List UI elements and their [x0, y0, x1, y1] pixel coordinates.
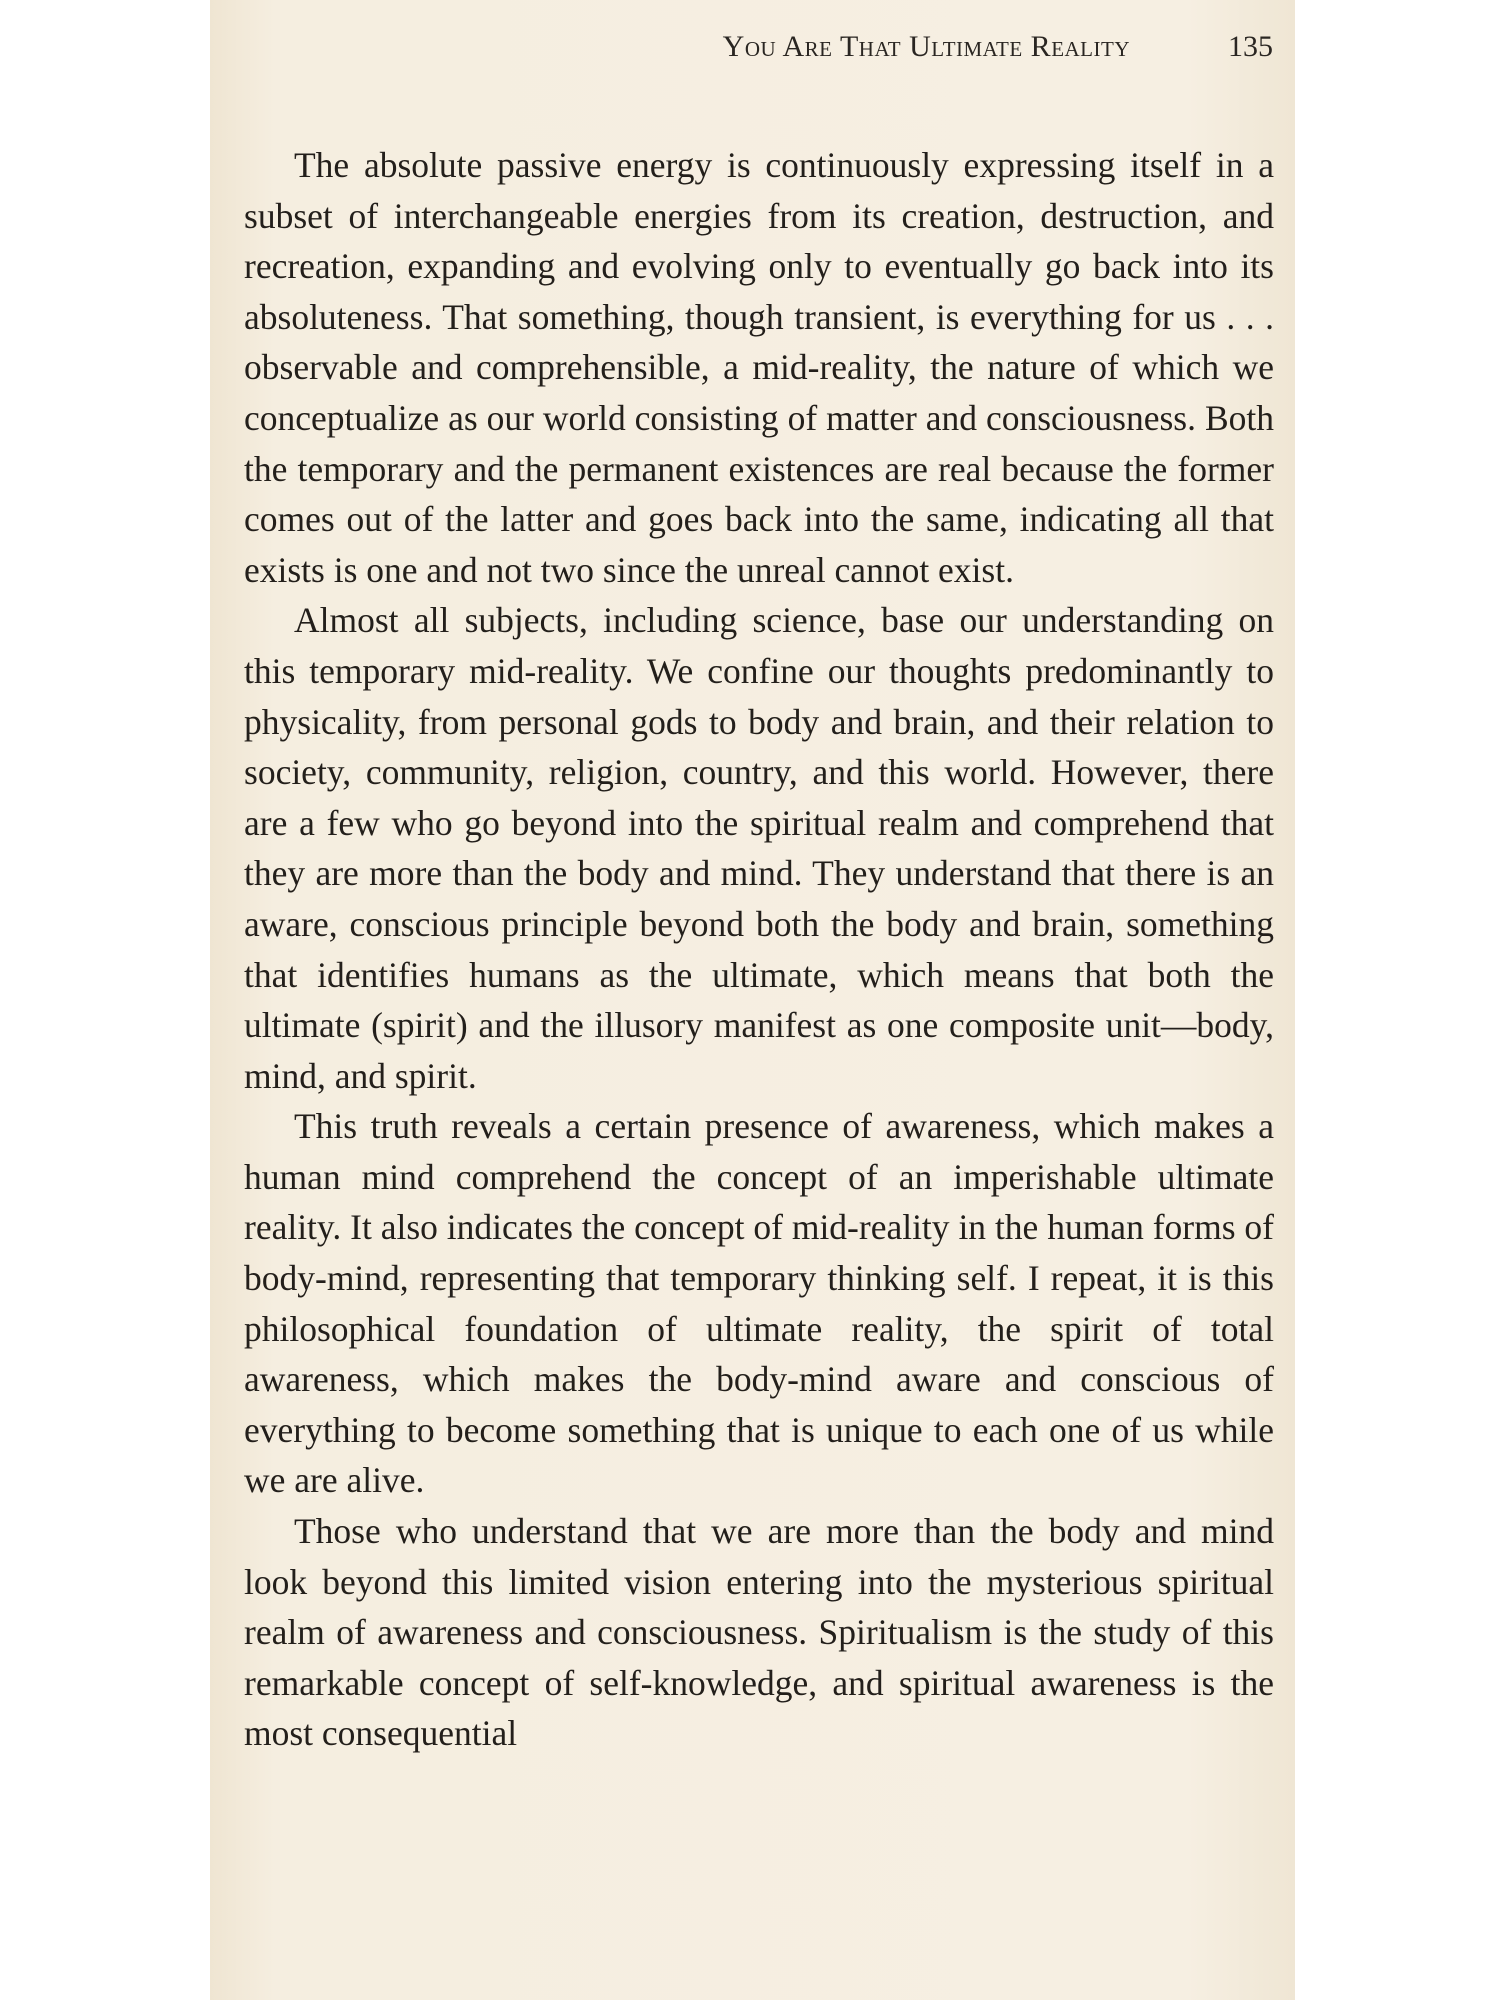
page-number: 135 [1228, 30, 1273, 63]
paragraph-3: This truth reveals a certain presence of awareness, which makes a human mind comprehend the concept of an imperishable ultimate reality. It also indicates the concept of mid-reality in the human forms of body-mind, representing that temporary thinking self. I repeat, it is this philosophical foundation of ultimate reality, the spirit of total awareness, which makes the body-mind aware and conscious of everything to become something that is unique to each one of us while we are alive. [244, 1106, 1274, 1501]
paragraph-4: Those who understand that we are more than the body and mind look beyond this limited vision entering into the mysterious spiritual realm of awareness and consciousness. Spiritualism is the study of this remarkable concept of self-knowledge, and spiritual awareness is the most consequential [244, 1511, 1274, 1754]
paragraph-2: Almost all subjects, including science, base our understanding on this temporary mid-reality. We confine our thoughts predominantly to physicality, from personal gods to body and brain, and their relation to society, community, religion, country, and this world. However, there are a few who go beyond into the spiritual realm and comprehend that they are more than the body and mind. They understand that there is an aware, conscious principle beyond both the body and brain, something that identifies humans as the ultimate, which means that both the ultimate (spirit) and the illusory manifest as one composite unit—body, mind, and spirit. [244, 600, 1274, 1096]
running-title: You Are That Ultimate Reality [722, 30, 1130, 63]
paragraph-1: The absolute passive energy is continuously expressing itself in a subset of interchangeable energies from its creation, destruction, and recreation, expanding and evolving only to eventually go back into its absoluteness. That something, though transient, is everything for us . . . observable and comprehensible, a mid-reality, the nature of which we conceptualize as our world consisting of matter and consciousness. Both the temporary and the permanent existences are real because the former comes out of the latter and goes back into the same, indicating all that exists is one and not two since the unreal cannot exist. [244, 145, 1274, 590]
running-head [210, 30, 1295, 70]
book-page [210, 0, 1295, 2000]
body-text [244, 140, 1274, 1759]
